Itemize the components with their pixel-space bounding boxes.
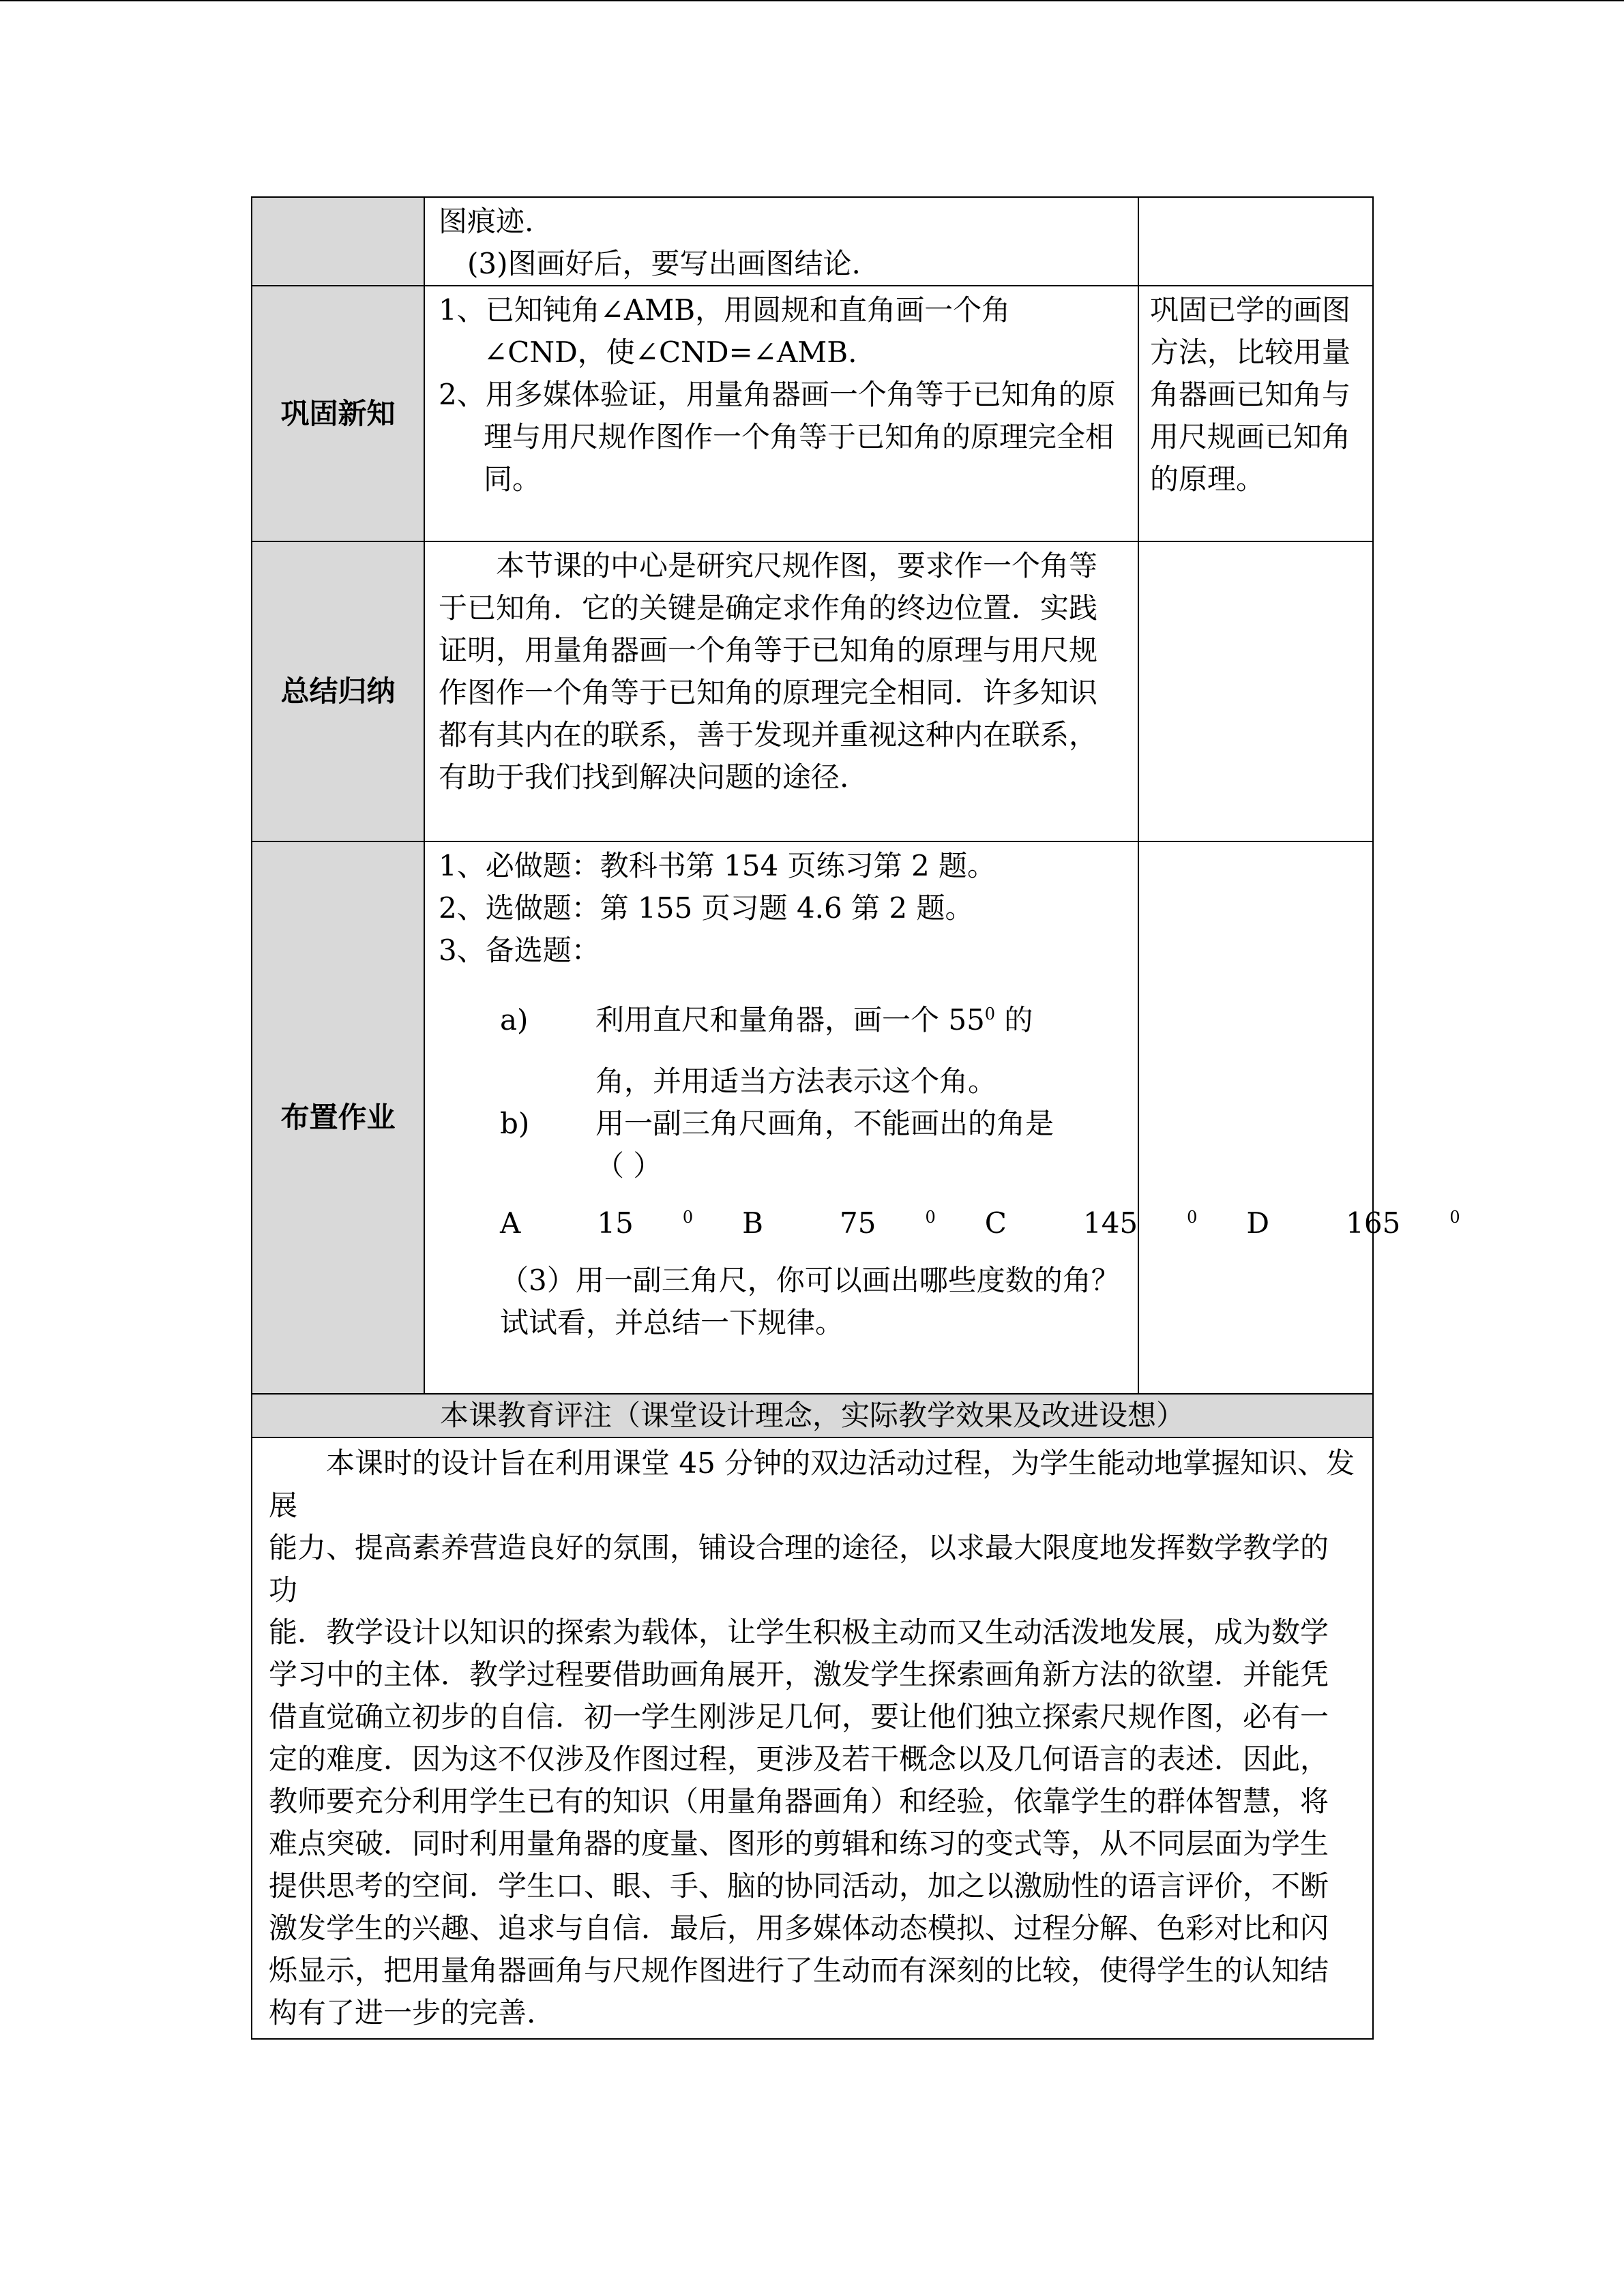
homework-item-2: 2、选做题：第 155 页习题 4.6 第 2 题。 [439,891,974,925]
option-a-continuation: 角，并用适当方法表示这个角。 [595,1064,997,1098]
summary-text: 本节课的中心是研究尺规作图，要求作一个角等于已知角．它的关键是确定求作角的终边位置．实践证明，用量角器画一个角等于已知角的原理与用尺规作图作一个角等于已知角的原理完全相同．许多知识都有其内在的联系，善于发现并重视这种内在联系，有助于我们找到解决问题的途径. [439,549,1098,794]
review-body-row [252,1437,1373,2039]
homework-note-cell [1138,841,1373,1394]
choice-value: 75 [840,1206,876,1240]
summary-label: 总结归纳 [252,541,424,841]
answer-choice-d [1246,1202,1460,1244]
option-b-mark: b) [500,1107,530,1140]
summary-row [252,541,1373,841]
review-line-3: 能．教学设计以知识的探索为载体，让学生积极主动而又生动活泼地发展，成为数学学习中的主体．教学过程要借助画角展开，激发学生探索画角新方法的欲望．并能凭借直觉确立初步的自信．初一学生刚涉足几何，要让他们独立探索尺规作图，必有一定的难度．因为这不仅涉及作图过程，更涉及若干概念以及几何语言的表述．因此，教师要充分利用学生已有的知识（用量角器画角）和经验，依靠学生的群体智慧，将难点突破．同时利用量角器的度量、图形的剪辑和练习的变式等，从不同层面为学生提供思考的空间．学生口、眼、手、脑的协同活动，加之以激励性的语言评价，不断激发学生的兴趣、追求与自信．最后，用多媒体动态模拟、过程分解、色彩对比和闪烁显示，把用量角器画角与尺规作图进行了生动而有深刻的比较，使得学生的认知结构有了进一步的完善. [269,1615,1329,2029]
continuation-note-cell [1138,197,1373,286]
review-line-2: 能力、提高素养营造良好的氛围，铺设合理的途径，以求最大限度地发挥数学教学的功 [269,1531,1329,1607]
homework-question-3: （3）用一副三角尺，你可以画出哪些度数的角？试试看，并总结一下规律。 [500,1264,1120,1339]
review-header: 本课教育评注（课堂设计理念，实际教学效果及改进设想） [252,1394,1373,1437]
choice-value: 145 [1082,1206,1138,1240]
homework-item-3: 3、备选题： [439,934,600,967]
homework-row [252,841,1373,1394]
option-b-text: 用一副三角尺画角，不能画出的角是 [595,1107,1054,1140]
homework-option-a [439,999,1124,1041]
review-line-1: 本课时的设计旨在利用课堂 45 分钟的双边活动过程，为学生能动地掌握知识、发展 [269,1446,1355,1522]
consolidate-label: 巩固新知 [252,286,424,541]
consolidate-item-1: 1、已知钝角∠AMB，用圆规和直角画一个角∠CND，使∠CND=∠AMB. [439,293,1011,369]
homework-label: 布置作业 [252,841,424,1394]
continuation-label-cell [252,197,424,286]
answer-choice-b [742,1202,936,1244]
answer-choice-c [985,1202,1198,1244]
choice-letter: A [500,1206,548,1240]
choice-degree: 0 [1449,1208,1460,1227]
option-a-mark: a) [500,1003,529,1037]
continuation-content [424,197,1138,286]
choice-letter: B [742,1206,791,1240]
summary-note-cell [1138,541,1373,841]
choice-letter: C [984,1206,1034,1240]
review-content [252,1437,1373,2039]
choice-degree: 0 [1187,1208,1198,1227]
option-b-paren: （ ） [595,1149,662,1182]
choice-value: 15 [597,1206,634,1240]
consolidate-row [252,286,1373,541]
answer-choices [439,1202,1460,1244]
consolidate-content [424,286,1138,541]
answer-choice-a [500,1202,693,1244]
choice-degree: 0 [682,1208,694,1227]
consolidate-item-2: 2、用多媒体验证，用量角器画一个角等于已知角的原理与用尺规作图作一个角等于已知角的原理完全相同。 [439,378,1116,496]
homework-item-1: 1、必做题：教科书第 154 页练习第 2 题。 [439,849,996,882]
choice-value: 165 [1346,1206,1401,1240]
continuation-line-2: (3)图画好后，要写出画图结论. [467,247,861,280]
lesson-plan-table [251,196,1460,2040]
option-a-text: 利用直尺和量角器，画一个 $55^0$ 的 [595,1003,1033,1037]
consolidate-note: 巩固已学的画图方法，比较用量角器画已知角与用尺规画已知角的原理。 [1138,286,1373,541]
page-top-rule [0,0,1624,1]
homework-content [424,841,1460,1394]
choice-degree: 0 [925,1208,936,1227]
continuation-row [252,197,1373,286]
continuation-line-1: 图痕迹. [439,205,534,238]
choice-letter: D [1246,1206,1297,1240]
summary-content [424,541,1138,841]
review-header-row [252,1394,1373,1437]
homework-option-b [439,1103,1124,1145]
